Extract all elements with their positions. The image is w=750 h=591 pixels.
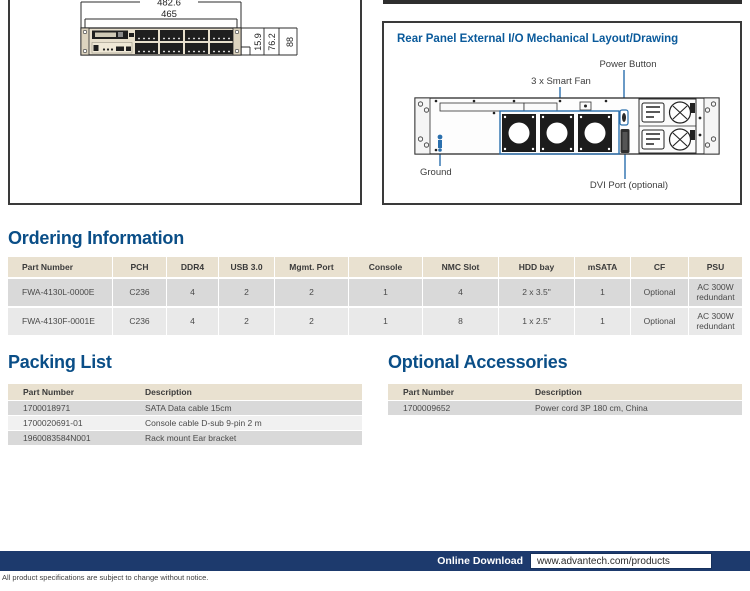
cell: Optional <box>631 277 689 306</box>
ground-label: Ground <box>420 167 452 178</box>
col-description: Description <box>520 384 742 400</box>
cell: 2 x 3.5" <box>499 277 575 306</box>
accessories-header-row <box>388 384 742 400</box>
table-row <box>8 306 742 335</box>
cell: 1700020691-01 <box>8 415 130 430</box>
disclaimer-note: All product specifications are subject to change without notice. <box>2 573 209 582</box>
cell: 1 <box>349 277 423 306</box>
cell: Rack mount Ear bracket <box>130 430 362 445</box>
cell: AC 300W redundant <box>689 306 742 335</box>
cell: 1 <box>575 277 631 306</box>
col-nmc-slot: NMC Slot <box>423 257 499 277</box>
cell: Power cord 3P 180 cm, China <box>520 400 742 415</box>
psu-modules <box>639 99 701 153</box>
front-panel-mechanical-drawing <box>10 0 360 201</box>
cell: 4 <box>167 277 219 306</box>
table-row <box>8 277 742 306</box>
cell: FWA-4130L-0000E <box>8 277 113 306</box>
cell: 1 x 2.5" <box>499 306 575 335</box>
ordering-header-row <box>8 257 742 277</box>
col-ddr4: DDR4 <box>167 257 219 277</box>
col-part-number: Part Number <box>8 257 113 277</box>
cell: 2 <box>275 277 349 306</box>
table-row <box>8 415 362 430</box>
cell: 1700009652 <box>388 400 520 415</box>
cell: 2 <box>275 306 349 335</box>
cell: C236 <box>113 306 167 335</box>
col-cf: CF <box>631 257 689 277</box>
dim-height-total: 88 <box>285 36 295 48</box>
dim-width-inner: 465 <box>161 9 177 20</box>
online-download-bar <box>0 551 750 571</box>
col-msata: mSATA <box>575 257 631 277</box>
cell: 2 <box>219 306 275 335</box>
optional-accessories-table <box>388 384 742 415</box>
smart-fans <box>502 114 612 152</box>
rear-panel-mechanical-drawing <box>384 23 740 203</box>
front-panel-drawing-box <box>8 0 362 205</box>
packing-header-row <box>8 384 362 400</box>
col-part-number: Part Number <box>8 384 130 400</box>
rear-panel-title: Rear Panel External I/O Mechanical Layout/Drawing <box>397 33 679 45</box>
cell: 1700018971 <box>8 400 130 415</box>
col-description: Description <box>130 384 362 400</box>
cell: 1 <box>575 306 631 335</box>
col-pch: PCH <box>113 257 167 277</box>
col-part-number: Part Number <box>388 384 520 400</box>
col-psu: PSU <box>689 257 742 277</box>
ordering-information-table <box>8 257 742 335</box>
cell: C236 <box>113 277 167 306</box>
cell: 4 <box>423 277 499 306</box>
cell: 4 <box>167 306 219 335</box>
cell: 1960083584N001 <box>8 430 130 445</box>
dim-height-step: 15.9 <box>253 33 263 51</box>
cell: FWA-4130F-0001E <box>8 306 113 335</box>
ordering-information-heading: Ordering Information <box>8 228 185 248</box>
cell: SATA Data cable 15cm <box>130 400 362 415</box>
table-row <box>388 400 742 415</box>
cell: 1 <box>349 306 423 335</box>
packing-list-table <box>8 384 362 445</box>
table-row <box>8 400 362 415</box>
cell: Console cable D-sub 9-pin 2 m <box>130 415 362 430</box>
cell: AC 300W redundant <box>689 277 742 306</box>
col-usb30: USB 3.0 <box>219 257 275 277</box>
cell: Optional <box>631 306 689 335</box>
optional-accessories-heading: Optional Accessories <box>388 352 568 372</box>
online-download-label: Online Download <box>437 555 523 567</box>
cell: 2 <box>219 277 275 306</box>
cell: 8 <box>423 306 499 335</box>
power-button-label: Power Button <box>599 59 657 70</box>
table-row <box>8 430 362 445</box>
dim-width-outer: 482.6 <box>157 0 181 9</box>
col-mgmt-port: Mgmt. Port <box>275 257 349 277</box>
packing-list-heading: Packing List <box>8 352 112 372</box>
col-hdd-bay: HDD bay <box>499 257 575 277</box>
download-url-link[interactable]: www.advantech.com/products <box>530 553 712 569</box>
col-console: Console <box>349 257 423 277</box>
smart-fan-label: 3 x Smart Fan <box>531 76 591 87</box>
dim-height-body: 76.2 <box>267 33 277 51</box>
dvi-port-label: DVI Port (optional) <box>589 180 669 191</box>
rear-panel-drawing-box <box>382 21 742 205</box>
page-divider-bar <box>383 0 742 4</box>
